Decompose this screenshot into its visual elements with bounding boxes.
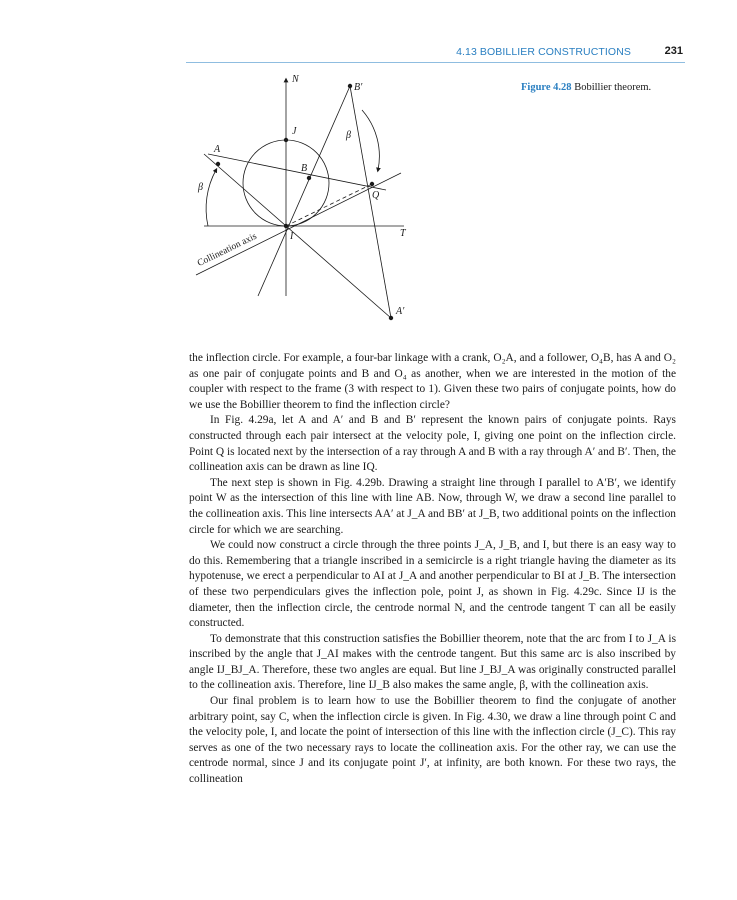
ray-a-aprime <box>204 154 391 318</box>
paragraph: The next step is shown in Fig. 4.29b. Drawing a straight line through I parallel to A′B′, we identify point W as the intersection of this line with line AB. Now, through W, we draw a second line parallel to the collineation axis. This line intersects AA′ at J_A and BB′ at J_B, two additional points on the inflection circle for which we are searching. <box>189 476 676 536</box>
label-n: N <box>292 74 299 85</box>
point-a <box>216 162 220 166</box>
label-beta-top: β <box>346 130 351 141</box>
label-aprime: A′ <box>396 306 405 317</box>
paragraph: Our final problem is to learn how to use the Bobillier theorem to find the conjugate of another arbitrary point, say C, when the inflection circle is given. In Fig. 4.30, we draw a line through point C and the velocity pole, I, and locate the point of intersection of this line with the inflection circle (J_C). This ray serves as one of the two necessary rays to locate the collineation axis. For the other ray, we can use the centrode normal, since J and its conjugate point J′, at infinity, are both known. For these two rays, the collineation <box>189 695 676 786</box>
section-title: 4.13 BOBILLIER CONSTRUCTIONS <box>456 46 631 58</box>
line-bprime-q-aprime <box>350 86 391 318</box>
line-a-b-q <box>208 154 386 190</box>
point-q <box>370 182 374 186</box>
label-b: B <box>301 163 308 174</box>
label-beta-left: β <box>198 182 203 193</box>
body-text <box>189 351 676 788</box>
page-number: 231 <box>664 45 683 57</box>
caption-text: Bobillier theorem. <box>574 82 652 93</box>
header-rule <box>186 62 685 63</box>
paragraph: the inflection circle. For example, a four-bar linkage with a crank, O₂A, and a follower, O₄B, has A and O₂ as one pair of conjugate points and B and O₄ as another, when we are interested in the motion of the coupler with respect to the frame (3 with respect to 1). Given these two pairs of conjugate points, how do we use the Bobillier theorem to find the inflection circle? <box>189 352 676 411</box>
figure-bobillier-theorem <box>186 70 426 332</box>
point-bprime <box>348 84 352 88</box>
point-b <box>307 176 311 180</box>
point-aprime <box>389 316 393 320</box>
bobillier-diagram <box>186 70 426 332</box>
label-bprime: B′ <box>354 82 363 93</box>
paragraph: In Fig. 4.29a, let A and A′ and B and B′ represent the known pairs of conjugate points. Rays constructed through each pair intersect at the velocity pole, I, giving one point on the inflection circle. Point Q is located next by the intersection of a ray through A and B with a ray through A′ and B′. Then, the collineation axis can be drawn as line IQ. <box>189 414 676 474</box>
ray-bprime-b <box>258 86 350 296</box>
paragraph: We could now construct a circle through the three points J_A, J_B, and I, but there is an easy way to do this. Remembering that a triangle inscribed in a semicircle is a right triangle having the diameter as its hypotenuse, we erect a perpendicular to AI at J_A and another perpendicular to BI at J_B. The intersection of these two perpendiculars gives the inflection pole, point J, as shown in Fig. 4.29c. Since IJ is the diameter, then the inflection circle, the centrode normal N, and the centrode tangent T can all be easily constructed. <box>189 539 676 630</box>
beta-arc-top <box>362 110 379 170</box>
running-head <box>186 44 685 62</box>
figure-caption <box>521 81 681 95</box>
beta-arc-left <box>206 170 216 226</box>
label-q: Q <box>372 190 380 201</box>
dashed-iq <box>286 184 372 226</box>
label-i: I <box>290 231 294 242</box>
collineation-axis-line <box>196 173 401 275</box>
label-j: J <box>292 126 297 137</box>
caption-number: Figure 4.28 <box>521 82 572 93</box>
point-j <box>284 138 288 142</box>
label-collineation-axis: Collineation axis <box>196 231 259 269</box>
paragraph: To demonstrate that this construction satisfies the Bobillier theorem, note that the arc from I to J_A is inscribed by the angle that J_AI makes with the centrode tangent. But this same arc is also inscribed by angle IJ_BJ_A. Therefore, these two angles are equal. But line J_BJ_A was originally constructed parallel to the collineation axis. Therefore, line IJ_B also makes the same angle, β, with the collineation axis. <box>189 632 676 692</box>
label-t: T <box>400 228 406 239</box>
label-a: A <box>214 144 221 155</box>
point-i <box>284 224 288 228</box>
